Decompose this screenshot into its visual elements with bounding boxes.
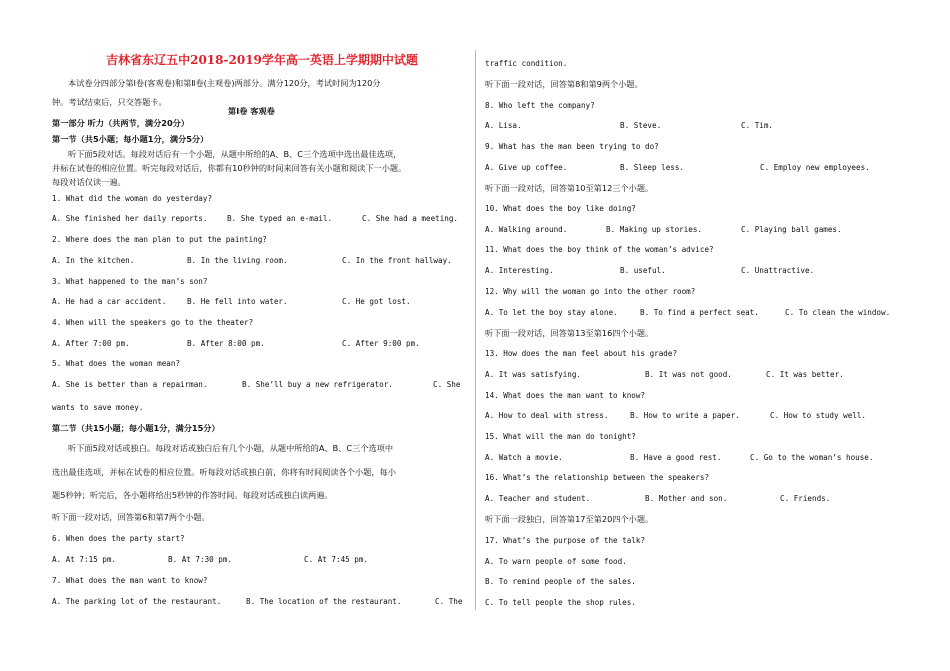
question-13: 13. How does the man feel about his grade?: [485, 349, 678, 358]
question-12: 12. Why will the woman go into the other room?: [485, 287, 696, 296]
option-b: B. To remind people of the sales.: [485, 577, 636, 586]
option-a: A. In the kitchen.: [52, 256, 135, 265]
option-a: A. It was satisfying.: [485, 370, 582, 379]
question-2: 2. Where does the man plan to put the painting?: [52, 235, 267, 244]
option-a: A. To let the boy stay alone.: [485, 308, 618, 317]
option-c: C. She: [433, 380, 461, 389]
option-c: C. At 7:45 pm.: [304, 555, 369, 564]
section-instructions: 题5秒钟；听完后，各小题将给出5秒钟的作答时间。每段对话或独白读两遍。: [52, 490, 333, 500]
option-b: B. Sleep less.: [620, 163, 685, 172]
listening-prompt: 听下面一段对话，回答第8和第9两个小题。: [485, 79, 643, 89]
option-c: C. After 9:00 pm.: [342, 339, 420, 348]
volume-title: 第Ⅰ卷 客观卷: [228, 106, 275, 116]
option-a: A. Teacher and student.: [485, 494, 591, 503]
question-11: 11. What does the boy think of the woman’s advice?: [485, 245, 714, 254]
option-b: B. In the living room.: [187, 256, 288, 265]
question-8: 8. Who left the company?: [485, 101, 595, 110]
option-b: B. Steve.: [620, 121, 662, 130]
option-b: B. She’ll buy a new refrigerator.: [242, 380, 393, 389]
listening-prompt: 听下面一段对话，回答第13至第16四个小题。: [485, 328, 654, 338]
question-1: 1. What did the woman do yesterday?: [52, 194, 213, 203]
section-title: 第一节（共5小题；每小题1分，满分5分）: [52, 134, 209, 144]
option-b: B. Have a good rest.: [630, 453, 722, 462]
option-a: A. At 7:15 pm.: [52, 555, 117, 564]
question-7: 7. What does the man want to know?: [52, 576, 208, 585]
option-a: A. To warn people of some food.: [485, 557, 627, 566]
question-10: 10. What does the boy like doing?: [485, 204, 636, 213]
question-14: 14. What does the man want to know?: [485, 391, 646, 400]
question-6: 6. When does the party start?: [52, 534, 185, 543]
intro-text: 本试卷分四部分第Ⅰ卷(客观卷)和第Ⅱ卷(主观卷)两部分。满分120分，考试时间为120分: [68, 78, 381, 88]
option-c: C. It was better.: [766, 370, 844, 379]
intro-text-cont: 钟。考试结束后，只交答题卡。: [52, 97, 167, 107]
option-a: A. She is better than a repairman.: [52, 380, 208, 389]
option-c: C. Employ new employees.: [760, 163, 870, 172]
section-instructions: 选出最佳选项，并标在试卷的相应位置。听每段对话或独白前，你将有时间阅读各个小题，每小: [52, 467, 396, 477]
option-c: C. The: [435, 597, 463, 606]
option-a: A. Watch a movie.: [485, 453, 563, 462]
option-c: C. Tim.: [741, 121, 774, 130]
option-b: B. Mother and son.: [645, 494, 728, 503]
option-c: C. To clean the window.: [785, 308, 891, 317]
question-5: 5. What does the woman mean?: [52, 359, 181, 368]
option-a: A. How to deal with stress.: [485, 411, 609, 420]
option-a: A. Walking around.: [485, 225, 568, 234]
option-c: C. Go to the woman’s house.: [750, 453, 874, 462]
option-c: C. He got lost.: [342, 297, 411, 306]
section-title: 第二节（共15小题；每小题1分，满分15分）: [52, 423, 220, 433]
section-instructions: 并标在试卷的相应位置。听完每段对话后，你都有10秒钟的时间来回答有关小题和阅读下一小题。: [52, 163, 407, 173]
option-a: A. After 7:00 pm.: [52, 339, 130, 348]
option-b: B. She typed an e-mail.: [227, 214, 333, 223]
option-a: A. Give up coffee.: [485, 163, 568, 172]
option-b: B. To find a perfect seat.: [640, 308, 759, 317]
option-c: C. Unattractive.: [741, 266, 815, 275]
option-c-continued: wants to save money.: [52, 403, 144, 412]
listening-prompt: 听下面一段对话，回答第10至第12三个小题。: [485, 183, 654, 193]
option-c: C. Friends.: [780, 494, 831, 503]
option-c: C. How to study well.: [770, 411, 867, 420]
section-instructions: 听下面5段对话。每段对话后有一个小题，从题中所给的A、B、C三个选项中选出最佳选项，: [68, 149, 402, 159]
question-17: 17. What’s the purpose of the talk?: [485, 536, 646, 545]
question-4: 4. When will the speakers go to the theater?: [52, 318, 254, 327]
option-b: B. The location of the restaurant.: [246, 597, 402, 606]
listening-prompt: 听下面一段独白，回答第17至第20四个小题。: [485, 514, 654, 524]
section-instructions: 每段对话仅读一遍。: [52, 177, 126, 187]
option-c: C. In the front hallway.: [342, 256, 452, 265]
option-a: A. She finished her daily reports.: [52, 214, 208, 223]
question-3: 3. What happened to the man’s son?: [52, 277, 208, 286]
question-15: 15. What will the man do tonight?: [485, 432, 636, 441]
option-b: B. After 8:00 pm.: [187, 339, 265, 348]
document-title: 吉林省东辽五中2018-2019学年高一英语上学期期中试题: [106, 53, 418, 67]
option-b: B. He fell into water.: [187, 297, 288, 306]
option-c: C. She had a meeting.: [362, 214, 459, 223]
option-b: B. Making up stories.: [606, 225, 703, 234]
section-instructions: 听下面5段对话或独白。每段对话或独白后有几个小题，从题中所给的A、B、C三个选项中: [68, 443, 394, 453]
option-b: B. It was not good.: [645, 370, 732, 379]
option-c-continued: traffic condition.: [485, 59, 568, 68]
option-c: C. To tell people the shop rules.: [485, 598, 636, 607]
option-b: B. How to write a paper.: [630, 411, 740, 420]
option-b: B. useful.: [620, 266, 666, 275]
option-a: A. Lisa.: [485, 121, 522, 130]
column-divider: [475, 50, 476, 610]
part-title: 第一部分 听力（共两节，满分20分）: [52, 118, 190, 128]
option-a: A. The parking lot of the restaurant.: [52, 597, 222, 606]
listening-prompt: 听下面一段对话，回答第6和第7两个小题。: [52, 512, 210, 522]
question-16: 16. What’s the relationship between the speakers?: [485, 473, 710, 482]
question-9: 9. What has the man been trying to do?: [485, 142, 659, 151]
option-a: A. Interesting.: [485, 266, 554, 275]
option-c: C. Playing ball games.: [741, 225, 842, 234]
option-b: B. At 7:30 pm.: [168, 555, 233, 564]
option-a: A. He had a car accident.: [52, 297, 167, 306]
